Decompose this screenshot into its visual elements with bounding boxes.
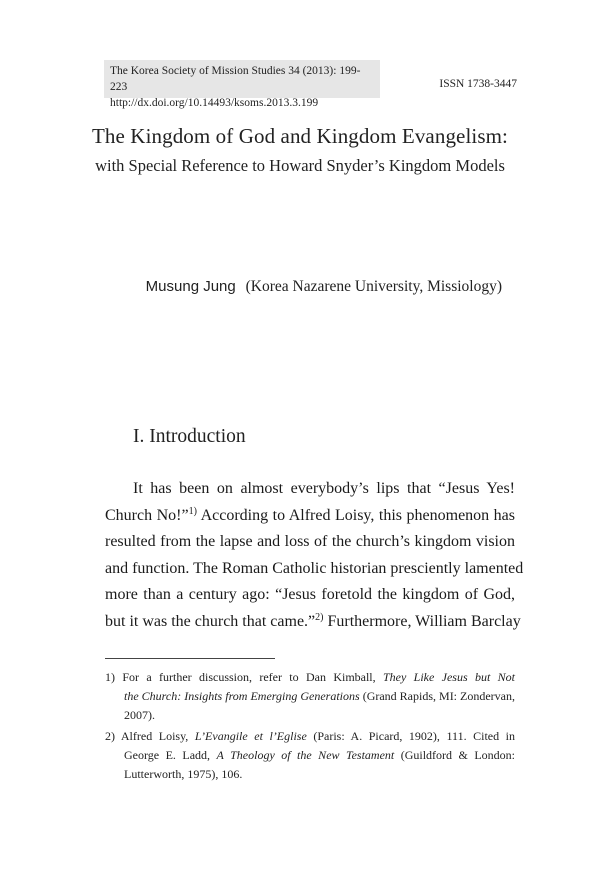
body-text-segment: Furthermore, William Barclay: [323, 612, 521, 630]
footnote-2: [105, 727, 515, 784]
footnote-line: [105, 668, 515, 687]
footnote-italic: A Theology of the New Testament: [216, 748, 395, 762]
author-affiliation: (Korea Nazarene University, Missiology): [245, 278, 502, 295]
body-line: resulted from the lapse and loss of the church’s kingdom vision: [105, 533, 515, 550]
footnote-text: George E. Ladd,: [124, 748, 217, 762]
footnote-italic: They Like Jesus but Not: [382, 670, 515, 684]
body-line: It has been on almost everybody’s lips that “Jesus Yes!: [133, 480, 515, 497]
footnote-italic: the Church: Insights from Emerging Generations: [124, 689, 360, 703]
journal-header-box: [104, 60, 380, 109]
issn-number: ISSN 1738-3447: [439, 78, 517, 90]
footnote-ref-2[interactable]: 2): [315, 611, 324, 623]
section-heading: I. Introduction: [133, 426, 246, 447]
footnote-text: 1) For a further discussion, refer to Dan Kimball,: [105, 670, 383, 684]
footnote-text: 2) Alfred Loisy,: [105, 729, 195, 743]
footnote-line: [105, 746, 515, 765]
body-text-segment: Church No!”: [105, 506, 189, 524]
body-line: and function. The Roman Catholic historian presciently lamented: [105, 559, 524, 577]
footnote-text: (Paris: A. Picard, 1902), 111. Cited in: [306, 729, 515, 743]
footnotes: [105, 668, 515, 786]
footnote-line: [105, 687, 515, 706]
body-line: [105, 503, 515, 530]
footnote-line: [105, 727, 515, 746]
journal-citation: The Korea Society of Mission Studies 34 (2013): 199-223: [110, 65, 361, 93]
body-text-segment: According to Alfred Loisy, this phenomenon has: [196, 506, 516, 524]
body-paragraph: [105, 476, 524, 635]
article-subtitle: with Special Reference to Howard Snyder’s Kingdom Models: [95, 156, 505, 175]
footnote-ref-1[interactable]: 1): [188, 505, 197, 517]
body-text-segment: but it was the church that came.”: [105, 612, 316, 630]
footnote-1: [105, 668, 515, 725]
footnote-italic: L’Evangile et l’Eglise: [194, 729, 307, 743]
footnote-text: (Guildford & London:: [394, 748, 515, 762]
footnote-line: Lutterworth, 1975), 106.: [124, 767, 243, 781]
body-line: [105, 609, 521, 636]
body-line: more than a century ago: “Jesus foretold the kingdom of God,: [105, 586, 515, 603]
footnote-line: 2007).: [124, 708, 155, 722]
footnote-divider: [105, 658, 275, 659]
doi-link[interactable]: http://dx.doi.org/10.14493/ksoms.2013.3.199: [110, 97, 319, 109]
article-title: The Kingdom of God and Kingdom Evangelism:: [92, 124, 508, 148]
footnote-text: (Grand Rapids, MI: Zondervan,: [359, 689, 516, 703]
author-line: [146, 278, 502, 296]
author-name: Musung Jung: [145, 278, 236, 295]
